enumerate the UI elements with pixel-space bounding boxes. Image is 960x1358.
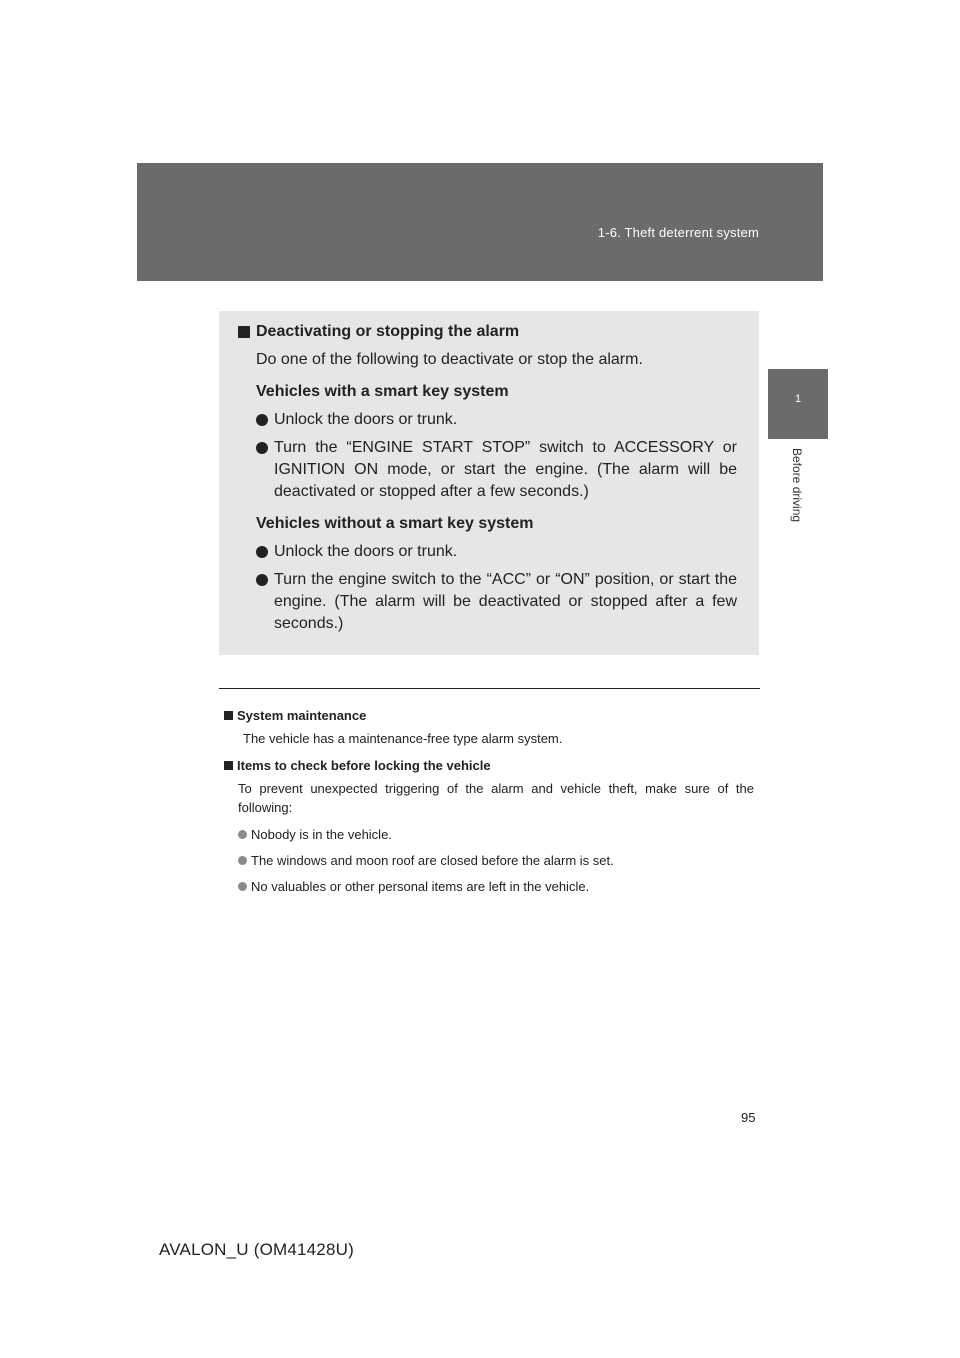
bullet-dot-icon	[238, 856, 247, 865]
list-item-text: Unlock the doors or trunk.	[274, 543, 458, 560]
list-item	[238, 409, 737, 431]
page-number: 95	[741, 1110, 756, 1125]
bullet-dot-icon	[256, 414, 268, 426]
group-title-no-smart-key: Vehicles without a smart key system	[256, 515, 534, 532]
list-item-text: Turn the engine switch to the “ACC” or “ON” position, or start the engine. (The alarm will be deactivated or stopped after a few seconds.)	[274, 571, 737, 632]
square-bullet-icon	[238, 326, 250, 338]
square-bullet-icon	[224, 761, 233, 770]
bullet-dot-icon	[256, 442, 268, 454]
alarm-info-box	[219, 311, 759, 655]
section-title: 1-6. Theft deterrent system	[597, 225, 759, 240]
box-intro: Do one of the following to deactivate or stop the alarm.	[256, 351, 643, 368]
note-body-checks: To prevent unexpected triggering of the alarm and vehicle theft, make sure of the following:	[238, 781, 754, 815]
bullet-dot-icon	[238, 830, 247, 839]
bullet-dot-icon	[256, 546, 268, 558]
box-heading	[238, 321, 737, 343]
note-heading-checks	[224, 756, 754, 775]
note-heading-text: System maintenance	[237, 708, 367, 723]
notes-section	[224, 706, 754, 903]
section-divider	[219, 688, 760, 689]
chapter-label: Before driving	[790, 448, 804, 523]
box-heading-text: Deactivating or stopping the alarm	[256, 323, 520, 340]
header-band	[137, 163, 823, 281]
chapter-number: 1	[794, 393, 802, 405]
list-item	[224, 877, 754, 896]
note-heading-text: Items to check before locking the vehicle	[237, 758, 491, 773]
list-item-text: Unlock the doors or trunk.	[274, 411, 458, 428]
list-item	[224, 825, 754, 844]
chapter-tab	[768, 369, 828, 439]
list-item-text: Nobody is in the vehicle.	[251, 827, 392, 842]
square-bullet-icon	[224, 711, 233, 720]
bullet-dot-icon	[256, 574, 268, 586]
list-item-text: Turn the “ENGINE START STOP” switch to ACCESSORY or IGNITION ON mode, or start the engine. (The alarm will be deactivated or stopped after a few seconds.)	[274, 439, 737, 500]
list-item	[238, 541, 737, 563]
note-body-maintenance: The vehicle has a maintenance-free type alarm system.	[243, 731, 563, 746]
list-item-text: The windows and moon roof are closed before the alarm is set.	[251, 853, 614, 868]
list-item-text: No valuables or other personal items are left in the vehicle.	[251, 879, 590, 894]
list-item	[224, 851, 754, 870]
list-item	[238, 569, 737, 635]
note-heading-maintenance	[224, 706, 754, 725]
list-item	[238, 437, 737, 503]
group-title-smart-key: Vehicles with a smart key system	[256, 383, 509, 400]
bullet-dot-icon	[238, 882, 247, 891]
document-code: AVALON_U (OM41428U)	[159, 1240, 354, 1259]
